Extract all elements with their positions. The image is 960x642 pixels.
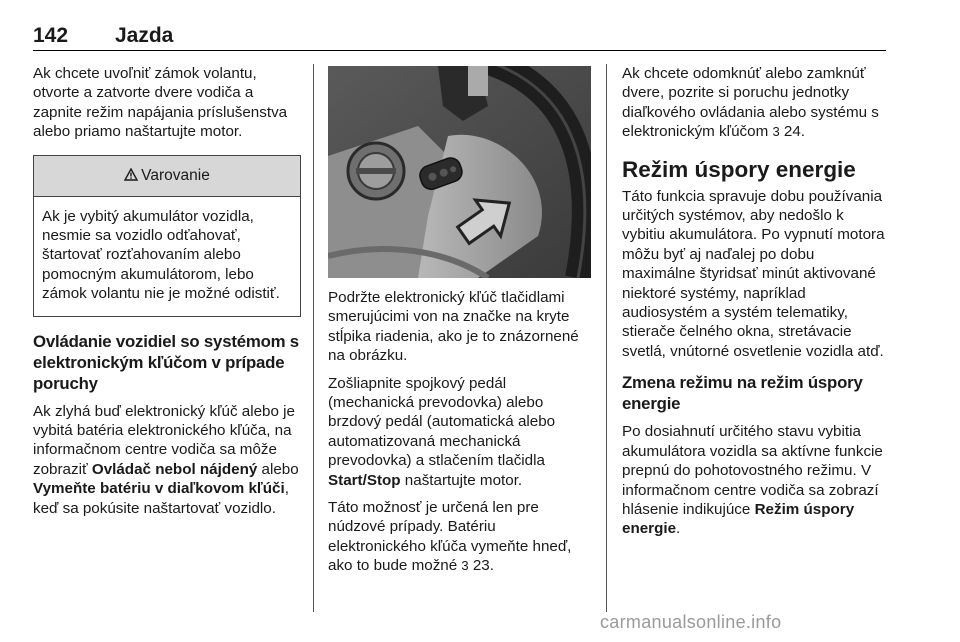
warning-text: Ak je vybitý akumulátor vozidla, nesmie sa vozidlo odťahovať, štartovať rozťahovaním alebo pomocným akumulátorom, lebo zámok volantu nie je možné odistiť. (42, 207, 280, 303)
switch-mode-paragraph (622, 422, 890, 538)
text-run: Ak chcete odomknúť alebo zamknúť dvere, pozrite si poruchu jednotky diaľkového ovládania alebo systému s elektronickým kľúčom (622, 65, 879, 141)
page-number: 142 (33, 24, 69, 47)
text-run: alebo (257, 460, 299, 478)
column-2 (328, 288, 596, 576)
section-heading-emergency: Ovládanie vozidiel so systémom s elektronickým kľúčom v prípade poruchy (33, 331, 299, 393)
press-pedal-paragraph (328, 374, 596, 490)
text-run: , keď sa pokúsite naštartovať vozidlo. (33, 480, 289, 517)
column-divider-2 (606, 64, 607, 612)
text-run: Ak zlyhá buď elektronický kľúč alebo je vybitá batéria elektronického kľúča, na informačnom centre vodiča sa môže zobraziť (33, 402, 295, 478)
bold-message-replace-battery: Vymeňte batériu v diaľkovom kľúči (33, 480, 285, 498)
page-reference-arrow: 3 (461, 558, 469, 574)
bold-start-stop: Start/Stop (328, 471, 401, 489)
section-title: Jazda (115, 24, 174, 47)
text-run: Zošliapnite spojkový pedál (mechanická prevodovka) alebo brzdový pedál (automatická alebo automatizovaná mechanická prevodovka) a stlačením tlačidla (328, 374, 556, 470)
bold-message-not-found: Ovládač nebol nájdený (91, 460, 258, 478)
energy-saving-paragraph: Táto funkcia spravuje dobu používania určitých systémov, aby nedošlo k vybitiu akumulátora. Po vypnutí motora môžu byť aj naďalej po dobu maximálne štyridsať minút aktivované niektoré systémy, napríklad audiosystém a systém telematiky, stierače čelného okna, stretávacie svetlá, vnútorné osvetlenie vozidla atď. (622, 187, 885, 360)
header-rule (33, 50, 886, 51)
warning-triangle-icon (124, 156, 138, 196)
column-1 (33, 64, 301, 518)
text-run: naštartujte motor. (400, 471, 523, 489)
warning-header (34, 156, 300, 197)
text-run: Táto možnosť je určená len pre núdzové prípady. Batériu elektronického kľúča vymeňte hneď, ako to bude možné (328, 499, 572, 575)
warning-title: Varovanie (141, 166, 210, 184)
intro-paragraph: Ak chcete uvoľniť zámok volantu, otvorte a zatvorte dvere vodiča a zapnite režim napájania príslušenstva alebo priamo naštartujte motor. (33, 65, 288, 141)
section-heading-energy-saving: Režim úspory energie (622, 156, 856, 182)
hold-key-paragraph: Podržte elektronický kľúč tlačidlami smerujúcimi von na značke na kryte stĺpika riadenia, ako je to znázornené na obrázku. (328, 289, 579, 365)
page-header (33, 18, 886, 52)
column-divider-1 (313, 64, 314, 612)
emergency-paragraph (33, 402, 301, 518)
unlock-doors-paragraph (622, 64, 890, 142)
warning-box (33, 155, 301, 317)
text-run: Po dosiahnutí určitého stavu vybitia akumulátora vozidla sa aktívne funkcie prepnú do pohotovostného režimu. V informačnom centre vodiča sa zobrazí hlásenie indikujúce (622, 423, 883, 518)
page-reference-arrow: 3 (772, 124, 780, 140)
watermark: carmanualsonline.info (600, 612, 782, 632)
steering-column-key-illustration (328, 66, 591, 278)
text-run: . (676, 520, 681, 538)
text-run: 23. (468, 557, 494, 575)
emergency-only-paragraph (328, 498, 596, 576)
bold-energy-saving-mode: Režim úspory energie (622, 500, 855, 538)
subheading-switch-mode: Zmena režimu na režim úspory energie (622, 373, 863, 414)
text-run: 24. (779, 123, 806, 141)
column-3 (622, 64, 890, 539)
